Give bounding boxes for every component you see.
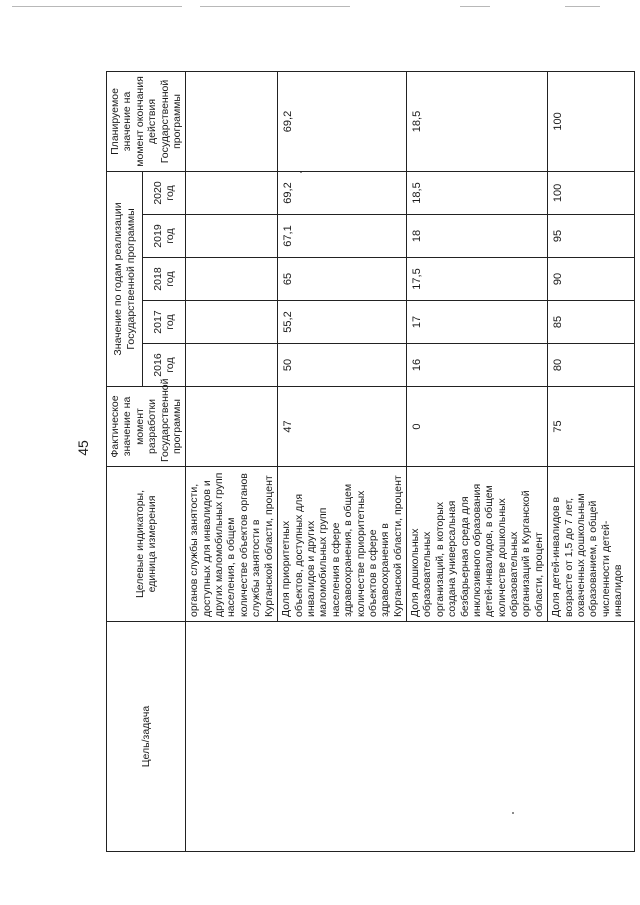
planned-cell [186,71,278,171]
year-cell: 17,5 [407,258,548,301]
actual-cell: 0 [407,387,548,467]
year-cell: 90 [548,258,635,301]
scan-top-edge [0,4,640,10]
year-cell [186,215,278,258]
indicator-cell: Доля детей-инвалидов в возрасте от 1,5 до 7 лет, охваченных дошкольным образованием, в общей численности детей-инвалидов [548,467,635,622]
year-cell: 16 [407,344,548,387]
table-row [186,71,278,851]
header-year: 2016 год [143,344,186,387]
actual-cell: 47 [278,387,407,467]
indicator-cell: органов службы занятости, доступных для инвалидов и других маломобильных групп населения, в общем количестве объектов органов службы занятости в Курганской области, процент [186,467,278,622]
year-cell: 55,2 [278,301,407,344]
year-cell [186,171,278,214]
year-cell [186,344,278,387]
year-cell [186,301,278,344]
year-cell: 17 [407,301,548,344]
header-planned: Планируемое значение на момент окончания действия Государственной программы [107,71,186,171]
indicators-table [106,71,635,852]
actual-cell [186,387,278,467]
planned-cell: 18,5 [407,71,548,171]
year-cell: 100 [548,171,635,214]
year-cell [186,258,278,301]
goal-cell [186,622,635,852]
page-number: 45 [75,440,91,456]
header-year: 2017 год [143,301,186,344]
indicator-cell: Доля дошкольных образовательных организаций, в которых создана универсальная безбарьерная среда для инклюзивного образования детей-инвалидов, в общем количестве дошкольных образовательных организаций в Курганской области, процент [407,467,548,622]
year-cell: 69,2 [278,171,407,214]
indicator-cell: Доля приоритетных объектов, доступных для инвалидов и других маломобильных групп населения в сфере здравоохранения, в общем количестве приоритетных объектов в сфере здравоохранения в Курганской области, процент [278,467,407,622]
actual-cell: 75 [548,387,635,467]
year-cell: 18,5 [407,171,548,214]
rotated-table-container [106,72,624,852]
header-goal: Цель/задача [107,622,186,852]
year-cell: 95 [548,215,635,258]
year-cell: 85 [548,301,635,344]
header-year: 2020 год [143,171,186,214]
planned-cell: 100 [548,71,635,171]
header-indicator: Целевые индикаторы, единица измерения [107,467,186,622]
header-by-years: Значение по годам реализации Государственной программы [107,171,143,386]
year-cell: 67,1 [278,215,407,258]
year-cell: 50 [278,344,407,387]
year-cell: 65 [278,258,407,301]
header-actual: Фактическое значение на момент разработки Государственной программы [107,387,186,467]
planned-cell: 69,2 [278,71,407,171]
year-cell: 18 [407,215,548,258]
header-year: 2019 год [143,215,186,258]
year-cell: 80 [548,344,635,387]
header-year: 2018 год [143,258,186,301]
